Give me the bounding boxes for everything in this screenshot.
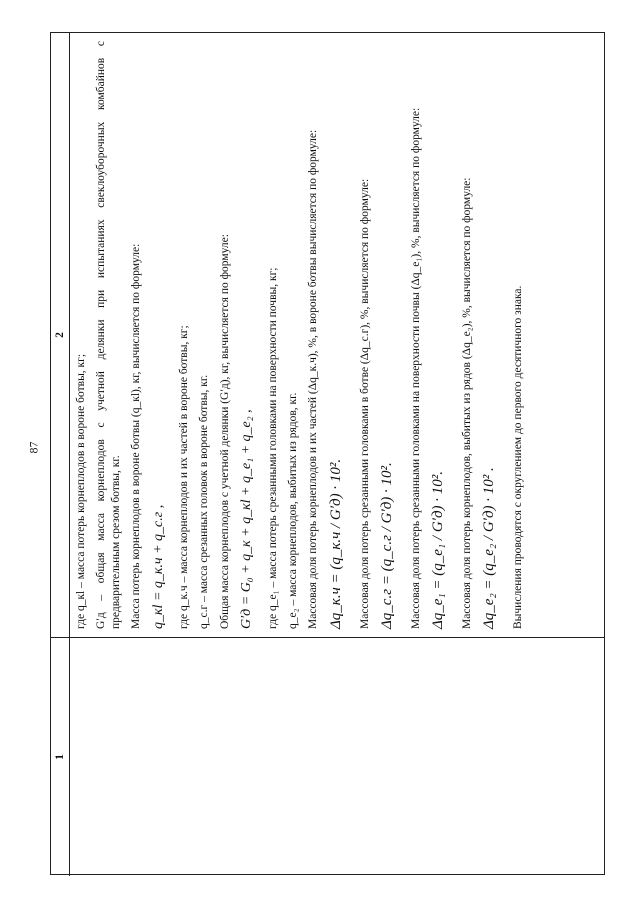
text-line: где q_к.ч – масса корнеплодов и их частей в вороне ботвы, кг; <box>178 325 190 629</box>
text-line: Вычисления проводятся с округлением до первого десятичного знака. <box>511 285 524 629</box>
formula: Δq_е₂ = (q_е₂ / G′д) · 10² . <box>481 467 498 629</box>
text-line: Массовая доля потерь срезанными головками в ботве (Δq_с.г), %, вычисляется по формуле: <box>358 178 371 629</box>
column-1-cell <box>70 637 605 876</box>
column-1-header: 1 <box>51 637 69 876</box>
formula: Δq_с.г = (q_с.г / G′д) · 10². <box>378 462 395 629</box>
text-line: Масса потерь корнеплодов в вороне ботвы (q_кl), кг, вычисляется по формуле: <box>130 243 143 629</box>
page-number: 87 <box>26 441 41 454</box>
text-line: Массовая доля потерь корнеплодов и их частей (Δq_к.ч), %, в вороне ботвы вычисляется по формуле: <box>307 129 320 629</box>
formula: Δq_к.ч = (q_к.ч / G′д) · 10². <box>327 458 344 629</box>
text-line: G′д – общая масса корнеплодов с учетной делянки при испытаниях свеклоуборочных комбайнов с <box>95 41 108 629</box>
text-line: q_е₂ – масса корнеплодов, выбитых из рядов, кг. <box>287 392 299 629</box>
text-line: Массовая доля потерь корнеплодов, выбитых из рядов (Δq_е₂), %, вычисляется по формуле: <box>460 177 473 629</box>
formula: G′д = G₀ + q_к + q_кl + q_е₁ + q_е₂ , <box>239 409 255 629</box>
text-line: где q_кl – масса потерь корнеплодов в вороне ботвы, кг; <box>75 353 87 629</box>
formula: Δq_е₁ = (q_е₁ / G′д) · 10². <box>430 470 446 629</box>
text-line: Массовая доля потерь срезанными головками на поверхности почвы (Δq_е₁), %, вычисляется по формуле: <box>409 107 422 629</box>
column-2-header: 2 <box>54 332 66 338</box>
column-2-cell <box>70 33 605 637</box>
text-line: q_с.г – масса срезанных головок в вороне ботвы, кг. <box>198 374 211 629</box>
table-body-row <box>70 33 605 876</box>
table-header-row <box>51 33 70 876</box>
text-line: предварительным срезом ботвы, кг. <box>109 455 122 629</box>
rotated-table-frame <box>50 32 605 875</box>
text-line: где q_е₁ – масса потерь срезанными головками на поверхности почвы, кг; <box>266 267 279 629</box>
rotated-table <box>51 33 606 876</box>
formula: q_кl = q_к.ч + q_с.г , <box>150 504 166 629</box>
text-line: Общая масса корнеплодов с учетной делянки (G′д), кг, вычисляется по формуле: <box>218 234 231 629</box>
